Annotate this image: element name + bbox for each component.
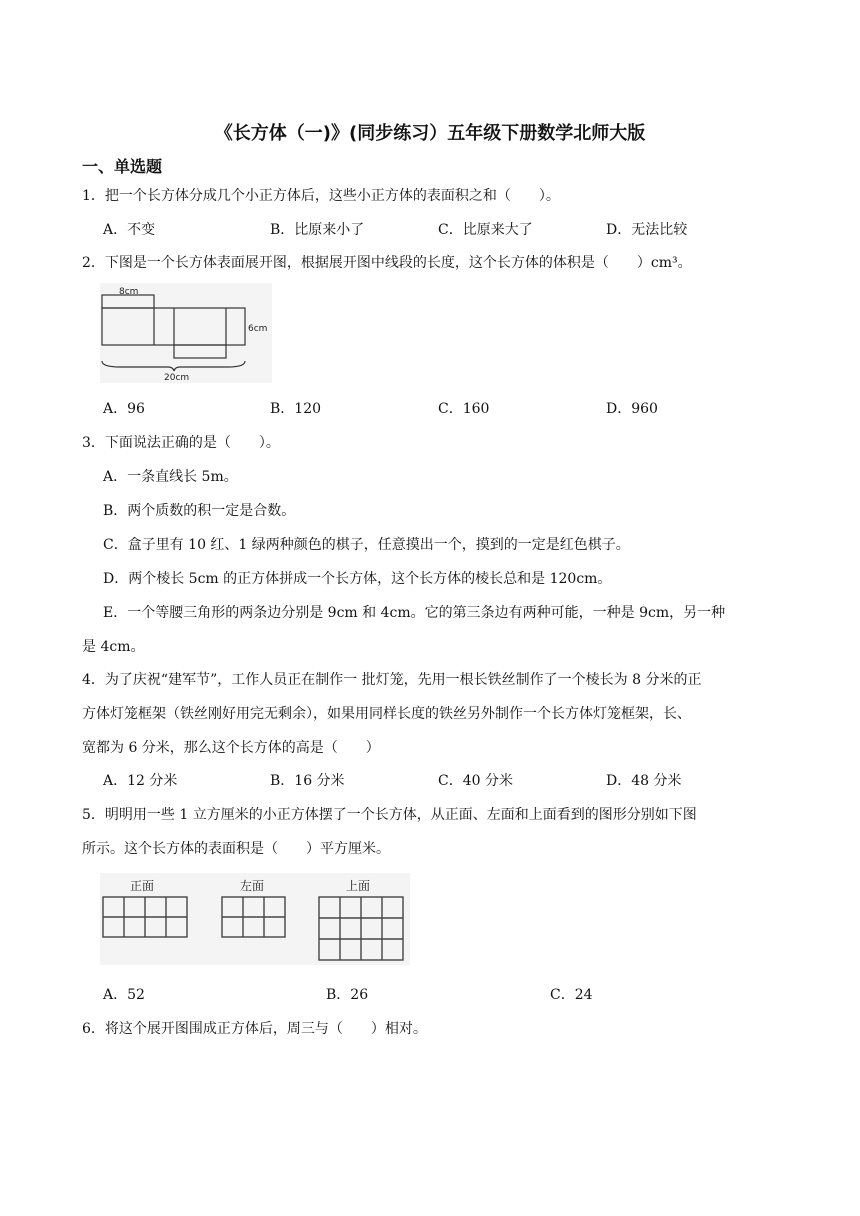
net-diagram-figure xyxy=(100,283,272,383)
page-title: 《长方体（一)》(同步练习）五年级下册数学北师大版 xyxy=(214,123,646,144)
question-2-option-d[interactable]: D．960 xyxy=(606,401,658,417)
question-5-option-b[interactable]: B．26 xyxy=(326,987,369,1003)
question-2-stem: 2．下图是一个长方体表面展开图，根据展开图中线段的长度，这个长方体的体积是（ ）cm³。 xyxy=(82,255,692,271)
question-2-option-a[interactable]: A．96 xyxy=(103,401,145,417)
net-right-label: 6cm xyxy=(248,324,268,334)
front-view-label: 正面 xyxy=(130,879,155,893)
net-top-label: 8cm xyxy=(119,287,139,297)
question-3-option-b[interactable]: B．两个质数的积一定是合数。 xyxy=(103,503,296,519)
views-figure xyxy=(100,873,410,965)
net-bottom-label: 20cm xyxy=(164,373,190,383)
top-view-label: 上面 xyxy=(346,879,371,893)
section-heading: 一、单选题 xyxy=(82,157,163,176)
question-3-stem: 3．下面说法正确的是（ ）。 xyxy=(82,435,280,451)
question-1-stem: 1．把一个长方体分成几个小正方体后，这些小正方体的表面积之和（ ）。 xyxy=(82,188,560,204)
question-5-option-c[interactable]: C．24 xyxy=(550,987,593,1003)
question-1-option-c[interactable]: C．比原来大了 xyxy=(438,222,533,238)
question-4-option-a[interactable]: A．12 分米 xyxy=(103,773,178,789)
question-3-option-e-continued: 是 4cm。 xyxy=(82,639,145,655)
question-2-option-b[interactable]: B．120 xyxy=(270,401,322,417)
question-3-option-c[interactable]: C．盒子里有 10 红、1 绿两种颜色的棋子，任意摸出一个，摸到的一定是红色棋子。 xyxy=(103,537,630,553)
question-5-line-1: 5．明明用一些 1 立方厘米的小正方体摆了一个长方体，从正面、左面和上面看到的图形分别如下图 xyxy=(82,807,697,823)
left-view-label: 左面 xyxy=(240,879,265,893)
question-4-option-c[interactable]: C．40 分米 xyxy=(438,773,513,789)
question-4-line-1: 4．为了庆祝“建军节”，工作人员正在制作一 批灯笼，先用一根长铁丝制作了一个棱长为 8 分米的正 xyxy=(82,672,702,688)
question-1-option-a[interactable]: A．不变 xyxy=(103,222,156,238)
question-1-option-b[interactable]: B．比原来小了 xyxy=(270,222,365,238)
question-1-option-d[interactable]: D．无法比较 xyxy=(606,222,688,238)
question-3-option-a[interactable]: A．一条直线长 5m。 xyxy=(103,469,238,485)
question-4-line-2: 方体灯笼框架（铁丝刚好用完无剩余），如果用同样长度的铁丝另外制作一个长方体灯笼框架，长、 xyxy=(82,706,691,722)
question-4-option-d[interactable]: D．48 分米 xyxy=(606,773,682,789)
question-6-stem: 6．将这个展开图围成正方体后，周三与（ ）相对。 xyxy=(82,1021,427,1037)
question-3-option-e[interactable]: E．一个等腰三角形的两条边分别是 9cm 和 4cm。它的第三条边有两种可能，一种是 9cm，另一种 xyxy=(103,605,726,621)
question-4-option-b[interactable]: B．16 分米 xyxy=(270,773,345,789)
question-3-option-d[interactable]: D．两个棱长 5cm 的正方体拼成一个长方体，这个长方体的棱长总和是 120cm。 xyxy=(103,571,612,587)
question-5-option-a[interactable]: A．52 xyxy=(103,987,145,1003)
question-4-line-3: 宽都为 6 分米，那么这个长方体的高是（ ） xyxy=(82,740,380,756)
question-2-option-c[interactable]: C．160 xyxy=(438,401,490,417)
question-5-line-2: 所示。这个长方体的表面积是（ ）平方厘米。 xyxy=(82,841,390,857)
